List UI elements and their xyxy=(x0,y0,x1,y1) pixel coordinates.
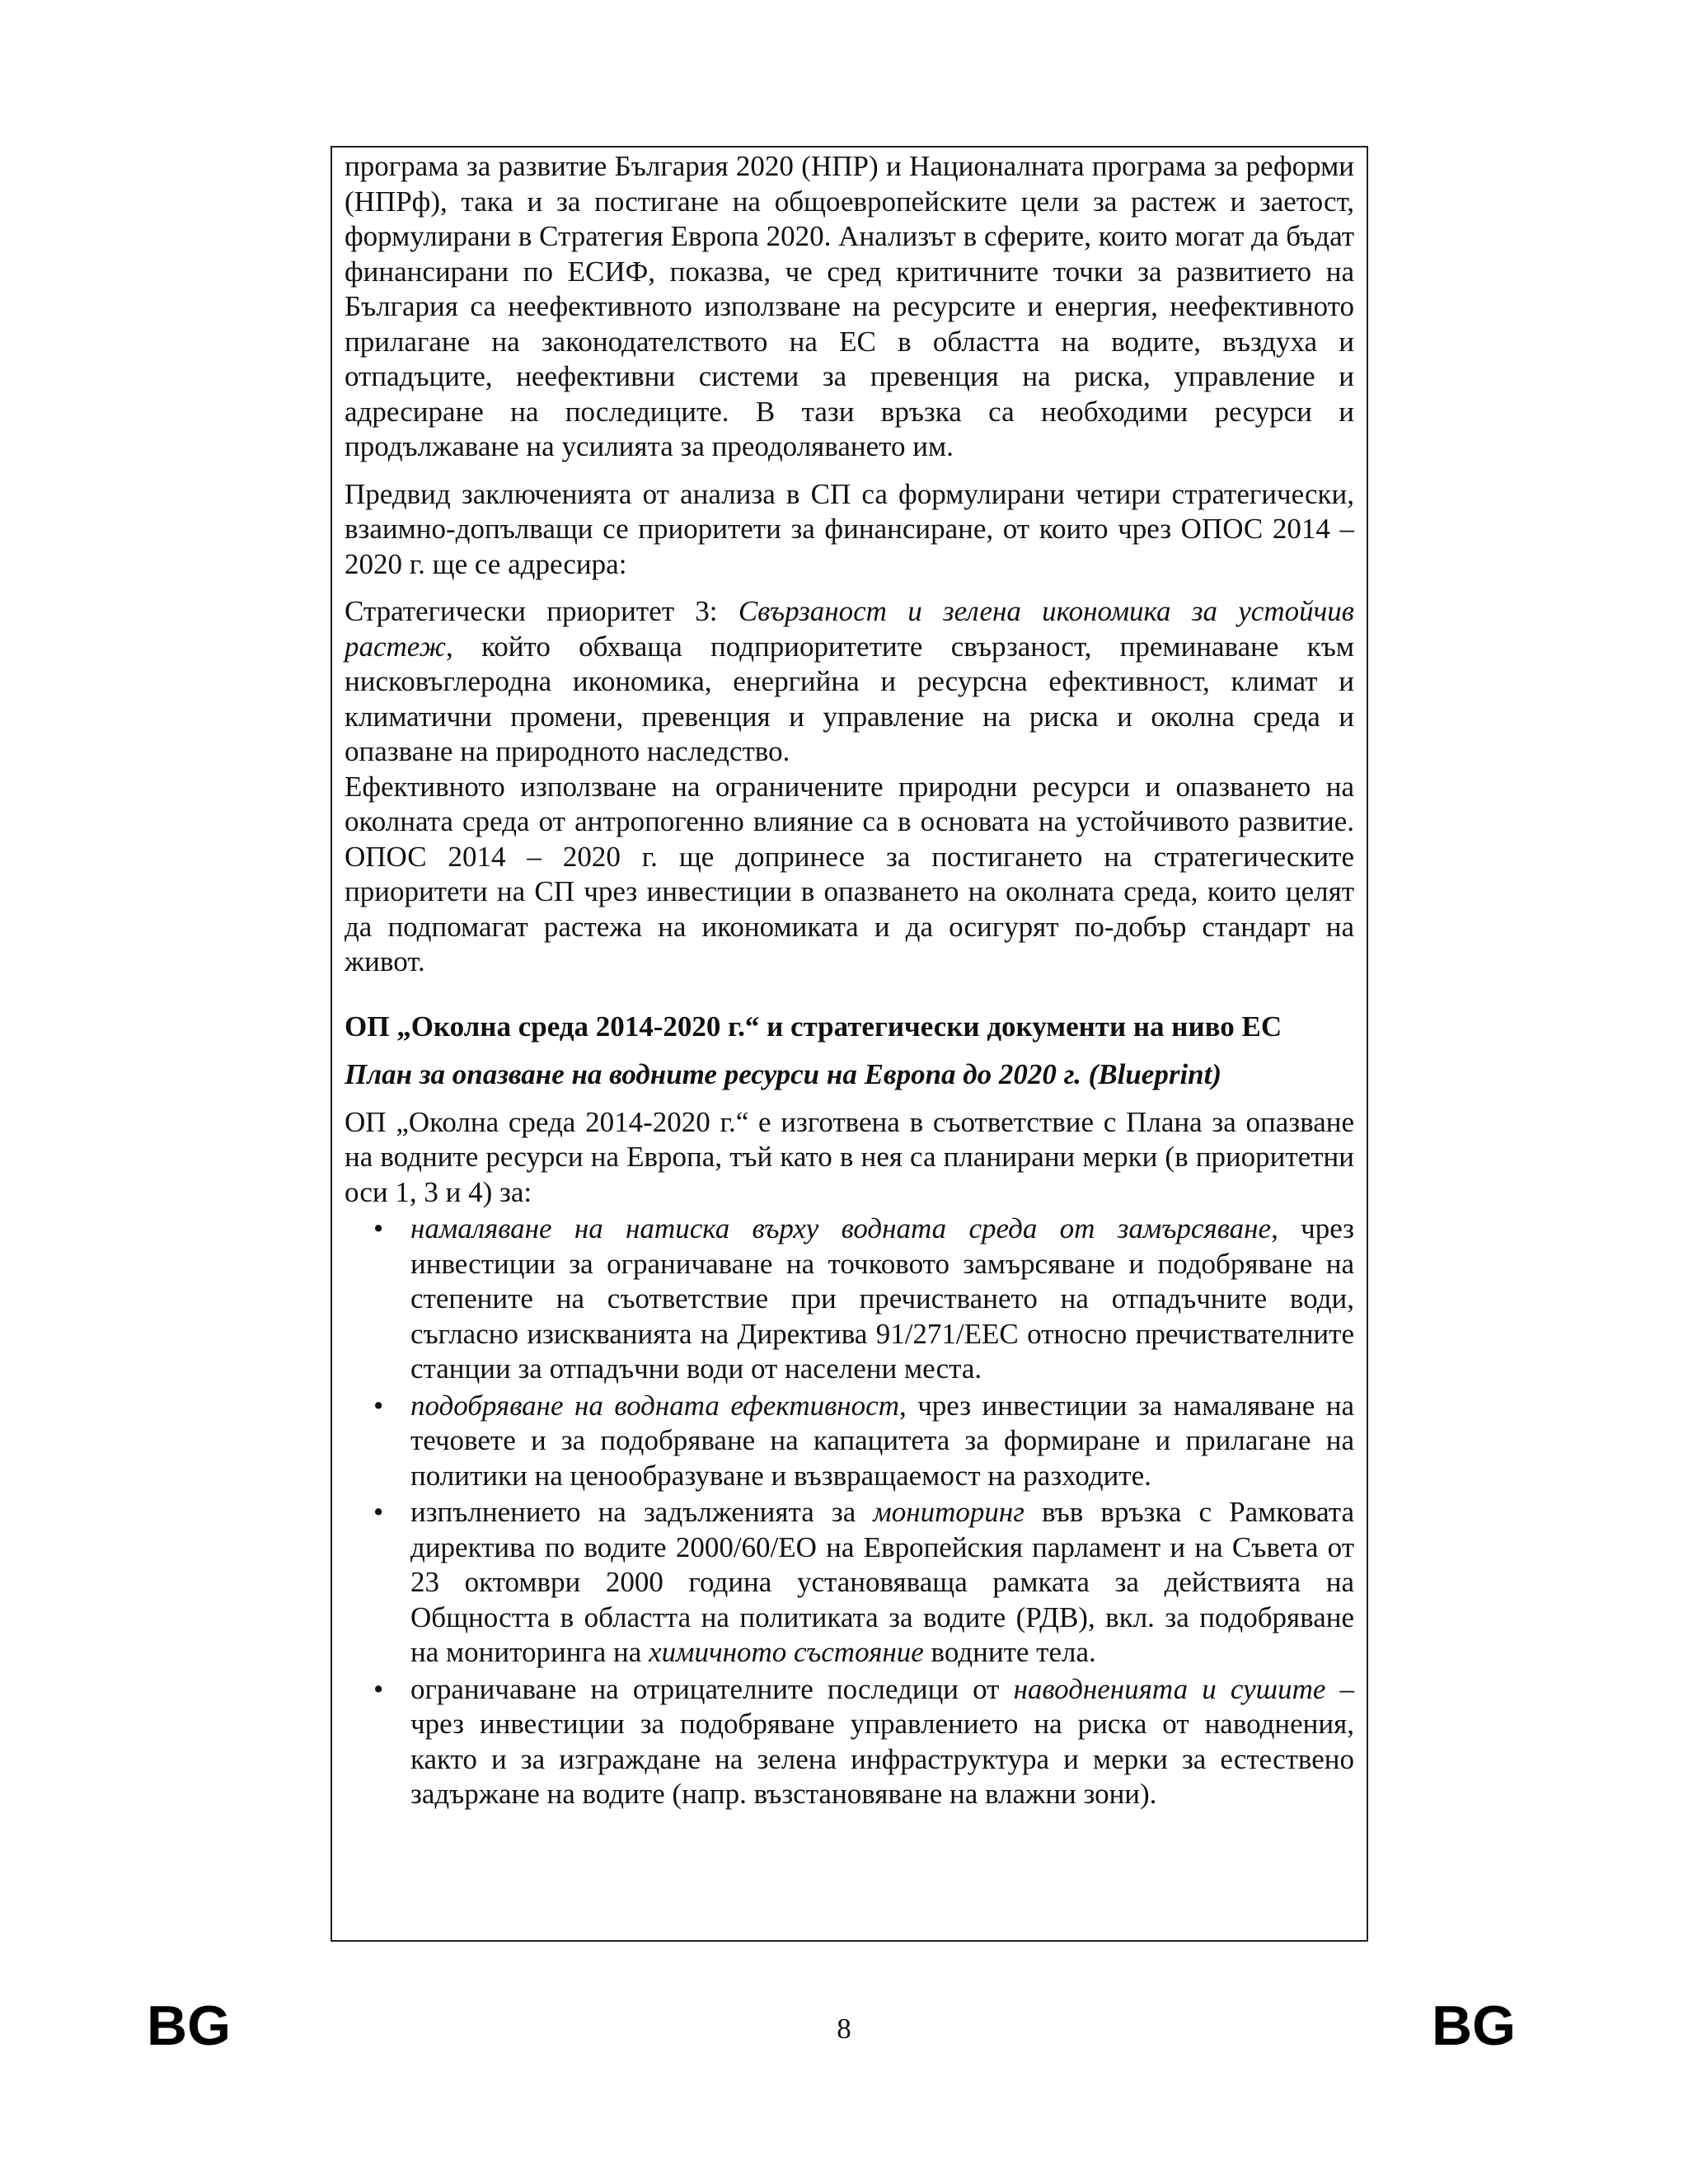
paragraph-npr-context: програма за развитие България 2020 (НПР) и Националната програма за реформи (НПРф), така и за постигане на общоевропейските цели за растеж и заетост, формулирани в Стратегия Европа 2020. Анализът в сферите, които могат да бъдат финансирани по ЕСИФ, показва, че сред критичните точки за развитието на България са неефективното използване на ресурсите и енергия, неефективното прилагане на законодателството на ЕС в областта на водите, въздуха и отпадъците, неефективни системи за превенция на риска, управление и адресиране на последиците. В тази връзка са необходими ресурси и продължаване на усилията за преодоляването им. xyxy=(345,150,1354,462)
paragraph-efficient-resources: Ефективното използване на ограничените природни ресурси и опазването на околната среда от антропогенно влияние са в основата на устойчивото развитие. ОПОС 2014 – 2020 г. ще допринесе за постигането на стратегическите приоритети на СП чрез инвестиции в опазването на околната среда, които целят да подпомагат растежа на икономиката и да осигурят по-добър стандарт на живот. xyxy=(345,770,1354,977)
list-item-italic: мониторинг xyxy=(873,1496,1025,1528)
list-item xyxy=(373,1672,1355,1812)
paragraph-strategic-priority-3 xyxy=(345,594,1354,770)
list-item-lead: изпълнението на задълженията за xyxy=(410,1496,874,1528)
list-item-text: – чрез инвестиции за подобряване управлението на риска от наводнения, както и за изграждане на зелена инфраструктура и мерки за естествено задържане на водите (напр. възстановяване на влажни зони). xyxy=(410,1672,1355,1810)
content-frame xyxy=(331,146,1368,1942)
bullet-icon: • xyxy=(373,1212,384,1244)
bullet-icon: • xyxy=(373,1496,384,1528)
list-item-italic: намаляване на натиска върху водната среда от замърсяване xyxy=(410,1212,1272,1244)
list-item-italic-secondary: химичното състояние xyxy=(649,1636,924,1668)
footer-language-label-right: BG xyxy=(1432,1994,1516,2057)
bullet-icon: • xyxy=(373,1389,384,1422)
list-item-italic: подобряване на водната ефективност xyxy=(410,1389,899,1422)
measures-list xyxy=(345,1212,1354,1812)
footer-language-label-left: BG xyxy=(147,1994,231,2057)
paragraph-blueprint-intro: ОП „Околна среда 2014-2020 г.“ е изготвена в съответствие с Плана за опазване на водните ресурси на Европа, тъй като в нея са планирани мерки (в приоритетни оси 1, 3 и 4) за: xyxy=(345,1105,1354,1208)
list-item-text: , чрез инвестиции за ограничаване на точковото замърсяване и подобряване на степените на съответствие при пречистването на отпадъчните води, съгласно изискванията на Директива 91/271/ЕЕС относно пречиствателните станции за отпадъчни води от населени места. xyxy=(410,1212,1355,1385)
bullet-icon: • xyxy=(373,1672,384,1705)
section-heading: ОП „Околна среда 2014-2020 г.“ и стратегически документи на ниво ЕС xyxy=(345,1010,1282,1043)
priority-lead-text: Стратегически приоритет 3: xyxy=(345,595,738,627)
list-item-text-end: водните тела. xyxy=(923,1636,1096,1668)
list-item xyxy=(373,1495,1354,1671)
list-item-text: във връзка с Рамковата директива по водите 2000/60/ЕО на Европейския парламент и на Съвета от 23 октомври 2000 година установяваща рамката за действията на Общността в областта на политиката за водите (РДВ), вкл. за подобряване на мониторинга на xyxy=(410,1496,1354,1668)
list-item-lead: ограничаване на отрицателните последици от xyxy=(410,1672,1014,1705)
list-item-text: , чрез инвестиции за намаляване на течовете и за подобряване на капацитета за формиране и прилагане на политики на ценообразуване и възвращаемост на разходите. xyxy=(410,1389,1354,1492)
list-item xyxy=(373,1212,1355,1387)
paragraph-priorities-intro: Предвид заключенията от анализа в СП са формулирани четири стратегически, взаимно-допълващи се приоритети за финансиране, от които чрез ОПОС 2014 – 2020 г. ще се адресира: xyxy=(345,477,1354,580)
page-number: 8 xyxy=(837,2013,851,2045)
section-subheading: План за опазване на водните ресурси на Европа до 2020 г. (Blueprint) xyxy=(345,1058,1222,1090)
priority-description-text: , който обхваща подприоритетите свързаност, преминаване към нисковъглеродна икономика, енергийна и ресурсна ефективност, климат и климатични промени, превенция и управление на риска и околна среда и опазване на природното наследство. xyxy=(345,630,1354,767)
list-item-italic: наводненията и сушите xyxy=(1013,1672,1326,1705)
list-item xyxy=(373,1389,1354,1494)
priority-title-italic: Свързаност и зелена икономика за устойчив растеж xyxy=(345,595,1354,663)
